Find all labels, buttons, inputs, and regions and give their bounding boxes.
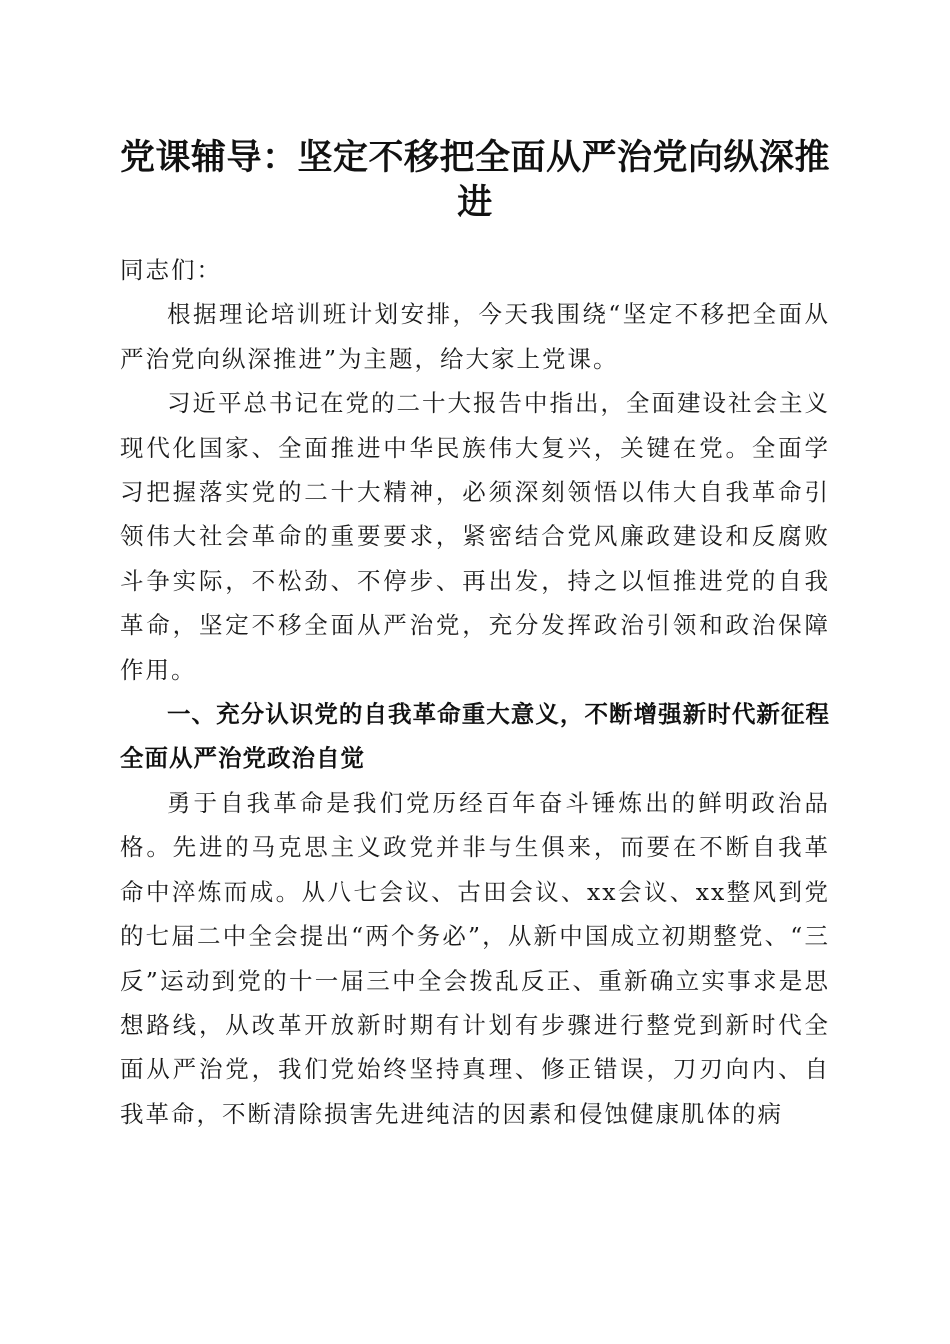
salutation: 同志们： — [120, 256, 222, 284]
section-heading-1: 一、充分认识党的自我革命重大意义，不断增强新时代新征程全面从严治党政治自觉 — [120, 700, 830, 773]
section-1-paragraph: 勇于自我革命是我们党历经百年奋斗锤炼出的鲜明政治品格。先进的马克思主义政党并非与生俱来，而要在不断自我革命中淬炼而成。从八七会议、古田会议、xx会议、xx整风到党的七届二中全会提出“两个务必”，从新中国成立初期整党、“三反”运动到党的十一届三中全会拨乱反正、重新确立实事求是思想路线，从改革开放新时期有计划有步骤进行整党到新时代全面从严治党，我们党始终坚持真理、修正错误，刀刃向内、自我革命，不断清除损害先进纯洁的因素和侵蚀健康肌体的病 — [120, 788, 830, 1128]
document-body — [120, 248, 830, 1136]
document-title: 党课辅导：坚定不移把全面从严治党向纵深推进 — [120, 137, 831, 223]
intro-paragraph: 根据理论培训班计划安排，今天我围绕“坚定不移把全面从严治党向纵深推进”为主题，给大家上党课。 — [120, 300, 830, 373]
context-paragraph: 习近平总书记在党的二十大报告中指出，全面建设社会主义现代化国家、全面推进中华民族伟大复兴，关键在党。全面学习把握落实党的二十大精神，必须深刻领悟以伟大自我革命引领伟大社会革命的重要要求，紧密结合党风廉政建设和反腐败斗争实际，不松劲、不停步、再出发，持之以恒推进党的自我革命，坚定不移全面从严治党，充分发挥政治引领和政治保障作用。 — [120, 389, 830, 684]
